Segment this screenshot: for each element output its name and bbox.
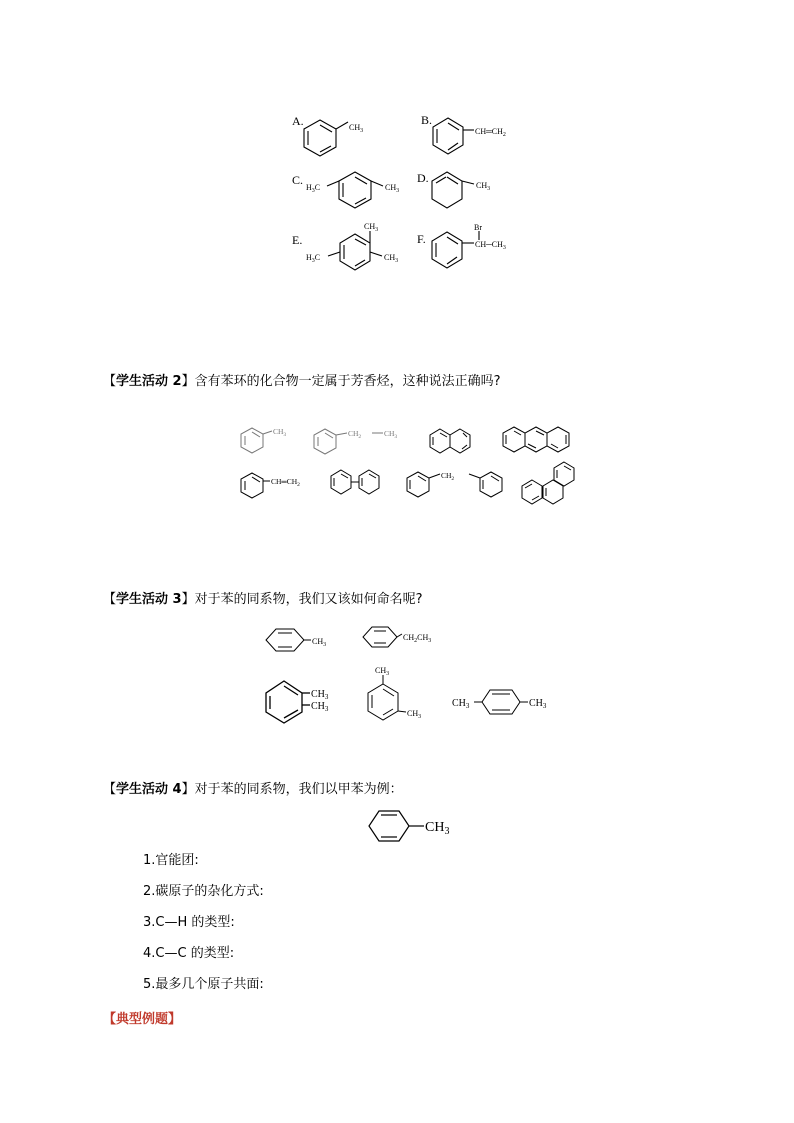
- f-br: Br: [474, 223, 482, 232]
- activity-3-question: 对于苯的同系物，我们又该如何命名呢?: [194, 592, 423, 607]
- label-e: E.: [292, 233, 303, 247]
- label-d: D.: [417, 171, 429, 185]
- a2-toluene-ch3: $CH_3$: [273, 427, 287, 438]
- e-ch3-right: $CH_3$: [384, 253, 399, 264]
- a4-toluene: [369, 811, 424, 841]
- a3-p-ch3-right: $CH_3$: [529, 698, 547, 710]
- a4-item-3: 3.C—H 的类型:: [143, 915, 235, 930]
- a3-m-ch3-top: $CH_3$: [375, 666, 390, 677]
- label-a: A.: [292, 114, 304, 128]
- a4-item-2: 2.碳原子的杂化方式:: [143, 884, 264, 899]
- a4-item-4: 4.C—C 的类型:: [143, 946, 235, 961]
- a2-ethyl-ch3: $CH_3$: [384, 429, 398, 440]
- label-f: F.: [417, 232, 426, 246]
- f-ch-ch3: $CH─CH_3$: [475, 240, 506, 251]
- activity-4-question: 对于苯的同系物，我们以甲苯为例：: [194, 782, 403, 797]
- activity-3-title: 学生活动 3: [116, 592, 182, 607]
- typical-example-heading: 【典型例题】: [103, 1012, 182, 1027]
- activity-4-title: 学生活动 4: [116, 782, 182, 797]
- label-b: B.: [421, 113, 433, 127]
- a3-toluene-ch3: $CH_3$: [312, 637, 327, 648]
- a3-p-ch3-left: $CH_3$: [452, 698, 470, 710]
- a4-item-1: 1.官能团:: [143, 853, 199, 868]
- a3-ethyl-ch2ch3: $CH_2CH_3$: [403, 633, 432, 644]
- a2-ch2: $CH_2$: [441, 471, 455, 482]
- activity-4-bracket-close: 】: [181, 782, 195, 797]
- a3-m-ch3-right: $CH_3$: [407, 709, 422, 720]
- activity-2-question: 含有苯环的化合物一定属于芳香烃，这种说法正确吗?: [194, 374, 501, 389]
- a3-o-ch3-1: $CH_3$: [311, 689, 329, 701]
- b-vinyl: $CH═CH_2$: [475, 127, 506, 138]
- activity-2-bracket-open: 【: [103, 374, 117, 389]
- e-h3c: $H_3C$: [306, 253, 321, 264]
- activity-3-bracket-open: 【: [103, 592, 117, 607]
- a3-o-ch3-2: $CH_3$: [311, 701, 329, 713]
- c-h3c: $H_3C$: [306, 183, 321, 194]
- a4-ch3: $CH_3$: [425, 820, 450, 837]
- label-c: C.: [292, 173, 304, 187]
- activity-2-title: 学生活动 2: [116, 374, 182, 389]
- d-ch3: $CH_3$: [476, 181, 491, 192]
- activity-4-bracket-open: 【: [103, 782, 117, 797]
- activity-3-bracket-close: 】: [181, 592, 195, 607]
- a4-item-5: 5.最多几个原子共面:: [143, 977, 264, 992]
- c-ch3: $CH_3$: [385, 183, 400, 194]
- e-ch3-top: $CH_3$: [364, 222, 379, 233]
- a2-styrene-vinyl: $CH═CH_2$: [271, 477, 300, 488]
- a-ch3: $CH_3$: [349, 123, 364, 134]
- a2-ethyl-ch2: $CH_2$: [348, 429, 362, 440]
- activity-2-bracket-close: 】: [181, 374, 195, 389]
